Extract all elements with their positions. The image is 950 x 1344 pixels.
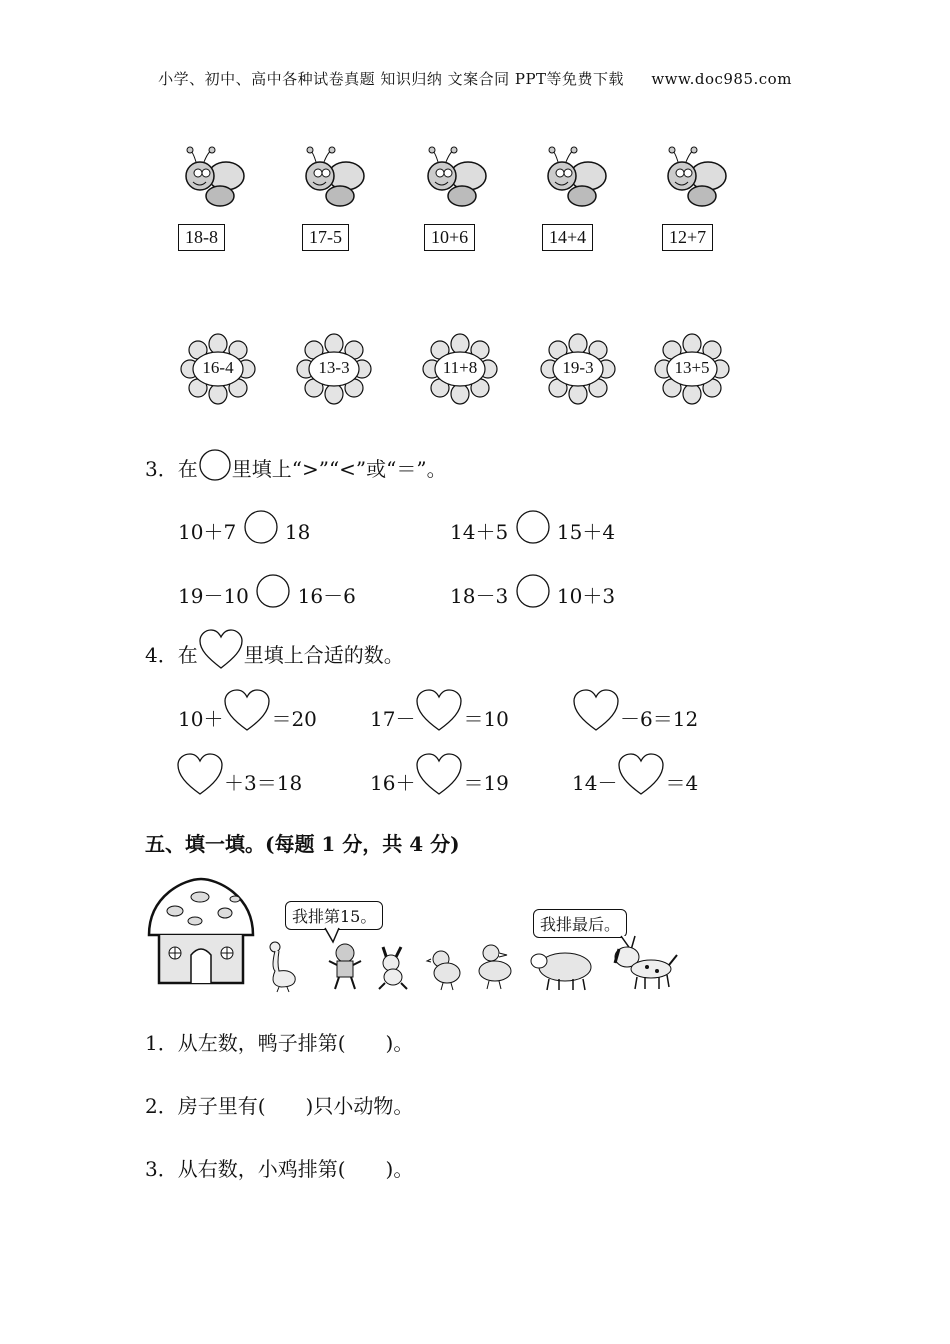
goose-icon — [265, 941, 299, 993]
header-url: www.doc985.com — [651, 70, 792, 88]
flower-expression: 13+5 — [674, 358, 710, 377]
flower-card — [298, 334, 370, 404]
compare-left: 19－10 — [178, 584, 249, 608]
answer-heart[interactable] — [223, 688, 271, 732]
compare-item — [178, 573, 356, 609]
heart-equation — [572, 752, 698, 796]
speech-bubble — [533, 909, 627, 938]
sheep-icon — [529, 945, 595, 991]
bee-expression: 12+7 — [662, 224, 713, 251]
equation-post: ＋3＝18 — [224, 771, 303, 795]
equation-pre: 10＋ — [178, 707, 224, 731]
bee-card — [420, 148, 490, 247]
equation-pre: 14－ — [572, 771, 618, 795]
compare-right: 10＋3 — [556, 584, 616, 608]
flower-card — [182, 334, 254, 404]
answer-circle[interactable] — [243, 509, 279, 545]
bubble-text: 我排最后。 — [540, 915, 621, 934]
equation-pre: 17－ — [370, 707, 416, 731]
bee-card — [540, 148, 610, 247]
bee-expression: 10+6 — [424, 224, 475, 251]
animal-queue-illustration — [145, 875, 705, 995]
bee-icon — [540, 148, 610, 218]
header-text: 小学、初中、高中各种试卷真题 知识归纳 文案合同 PPT等免费下载 — [158, 70, 625, 88]
flower-card — [656, 334, 728, 404]
bee-card — [298, 148, 368, 247]
answer-heart[interactable] — [617, 752, 665, 796]
flower-card — [424, 334, 496, 404]
q3-prompt — [145, 448, 447, 482]
tiger-icon — [325, 941, 365, 991]
chick-icon — [427, 947, 463, 991]
answer-heart[interactable] — [572, 688, 620, 732]
mushroom-house-icon — [145, 875, 257, 987]
answer-heart[interactable] — [176, 752, 224, 796]
flower-expression: 19-3 — [562, 358, 594, 377]
heart-equation — [370, 688, 509, 732]
answer-circle[interactable] — [515, 509, 551, 545]
equation-post: －6＝12 — [620, 707, 699, 731]
speech-bubble — [285, 901, 383, 930]
duck-icon — [475, 941, 519, 991]
dog-icon — [611, 943, 679, 991]
bee-expression: 18-8 — [178, 224, 225, 251]
answer-heart[interactable] — [415, 688, 463, 732]
circle-icon — [198, 448, 232, 482]
compare-item — [450, 509, 615, 545]
heart-equation — [370, 752, 509, 796]
fill-question: 1．从左数，鸭子排第( )。 — [145, 1031, 414, 1055]
heart-equation — [572, 688, 698, 732]
bee-expression: 17-5 — [302, 224, 349, 251]
fill-question: 3．从右数，小鸡排第( )。 — [145, 1157, 414, 1181]
flower-card — [542, 334, 614, 404]
flower-expression: 16-4 — [202, 358, 234, 377]
bee-expression: 14+4 — [542, 224, 593, 251]
bee-card — [178, 148, 248, 247]
heart-equation — [176, 752, 302, 796]
bubble-text: 我排第15。 — [292, 907, 377, 926]
compare-left: 10＋7 — [178, 520, 237, 544]
page-header — [0, 68, 950, 89]
q3-instruction: 里填上“>”“<”或“＝”。 — [231, 457, 447, 481]
q3-number: 3．在 — [145, 457, 198, 481]
equation-post: ＝19 — [463, 771, 509, 795]
q4-instruction: 里填上合适的数。 — [243, 643, 404, 667]
fill-question: 2．房子里有( )只小动物。 — [145, 1094, 414, 1118]
heart-icon — [198, 628, 244, 670]
bee-icon — [298, 148, 368, 218]
answer-circle[interactable] — [515, 573, 551, 609]
bee-icon — [420, 148, 490, 218]
compare-item — [178, 509, 310, 545]
compare-item — [450, 573, 615, 609]
equation-post: ＝10 — [463, 707, 509, 731]
rabbit-icon — [373, 945, 413, 991]
flower-expression: 13-3 — [318, 358, 350, 377]
compare-right: 16－6 — [297, 584, 356, 608]
compare-left: 18－3 — [450, 584, 509, 608]
flower-expression: 11+8 — [442, 358, 478, 377]
compare-right: 15＋4 — [556, 520, 616, 544]
compare-left: 14＋5 — [450, 520, 509, 544]
equation-pre: 16＋ — [370, 771, 416, 795]
answer-heart[interactable] — [415, 752, 463, 796]
bee-icon — [178, 148, 248, 218]
answer-circle[interactable] — [255, 573, 291, 609]
bubble-tail-icon — [325, 928, 341, 942]
compare-right: 18 — [284, 520, 311, 544]
heart-equation — [178, 688, 317, 732]
q4-number: 4．在 — [145, 643, 198, 667]
q4-prompt — [145, 628, 404, 670]
equation-post: ＝20 — [271, 707, 317, 731]
equation-post: ＝4 — [665, 771, 699, 795]
bee-icon — [660, 148, 730, 218]
section-title: 五、填一填。(每题 1 分，共 4 分) — [145, 832, 460, 856]
bee-card — [660, 148, 730, 247]
